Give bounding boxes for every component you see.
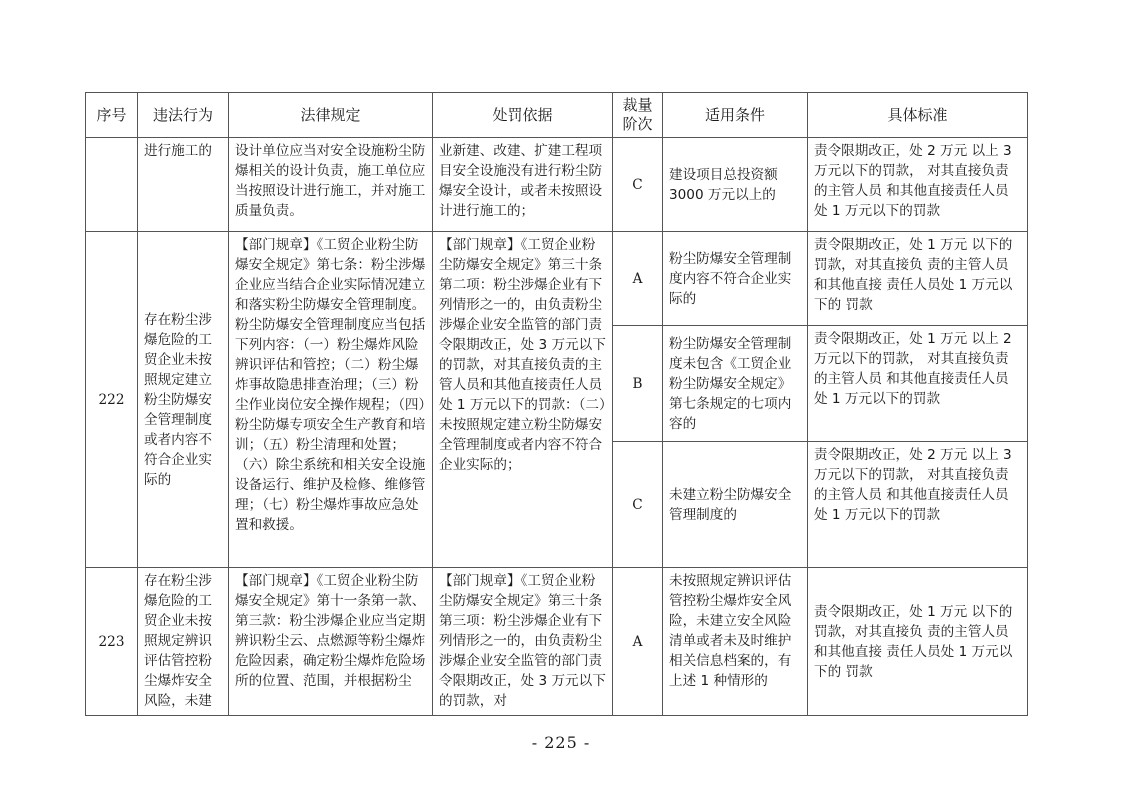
basis-cell: 业新建、改建、扩建工程项目安全设施没有进行粉尘防爆安全设计，或者未按照设计进行施工的； [433,138,613,232]
condition-cell: 未建立粉尘防爆安全管理制度的 [663,442,808,568]
header-row [86,93,1028,138]
law-cell: 设计单位应当对安全设施粉尘防爆相关的设计负责，施工单位应当按照设计进行施工，并对施工质量负责。 [229,138,433,232]
level-cell: C [613,138,663,232]
no-cell: 222 [86,232,138,568]
behavior-cell: 进行施工的 [138,138,229,232]
condition-cell: 未按照规定辨识评估管控粉尘爆炸安全风险，未建立安全风险清单或者未及时维护相关信息档案的，有上述 1 种情形的 [663,568,808,716]
behavior-cell: 存在粉尘涉爆危险的工贸企业未按照规定辨识评估管控粉尘爆炸安全风险，未建 [138,568,229,716]
standard-cell: 责令限期改正，处 2 万元 以上 3 万元以下的罚款， 对其直接负责的主管人员 和其他直接责任人员处 1 万元以下的罚款 [808,138,1028,232]
standard-cell: 责令限期改正，处 1 万元 以上 2 万元以下的罚款， 对其直接负责的主管人员 和其他直接责任人员处 1 万元以下的罚款 [808,326,1028,442]
header-behavior: 违法行为 [138,93,229,138]
table-row [86,232,1028,326]
basis-cell: 【部门规章】《工贸企业粉尘防爆安全规定》第三十条第三项：粉尘涉爆企业有下列情形之一的，由负责粉尘涉爆企业安全监管的部门责令限期改正，处 3 万元以下的罚款，对 [433,568,613,716]
level-cell: C [613,442,663,568]
header-basis: 处罚依据 [433,93,613,138]
condition-cell: 建设项目总投资额 3000 万元以上的 [663,138,808,232]
header-standard: 具体标准 [808,93,1028,138]
behavior-cell: 存在粉尘涉爆危险的工贸企业未按照规定建立粉尘防爆安全管理制度或者内容不符合企业实际的 [138,232,229,568]
standard-cell: 责令限期改正，处 1 万元 以下的罚款，对其直接负 责的主管人员和其他直接 责任人员处 1 万元以下的 罚款 [808,232,1028,326]
header-no: 序号 [86,93,138,138]
law-cell: 【部门规章】《工贸企业粉尘防爆安全规定》第十一条第一款、第三款：粉尘涉爆企业应当定期辨识粉尘云、点燃源等粉尘爆炸危险因素，确定粉尘爆炸危险场所的位置、范围，并根据粉尘 [229,568,433,716]
level-cell: A [613,568,663,716]
basis-cell: 【部门规章】《工贸企业粉尘防爆安全规定》第三十条第二项：粉尘涉爆企业有下列情形之一的，由负责粉尘涉爆企业安全监管的部门责令限期改正，处 3 万元以下的罚款，对其直接负责的主管人员和其他直接责任人员处 1 万元以下的罚款：（二）未按照规定建立粉尘防爆安全管理制度或者内容不符合企业实际的； [433,232,613,568]
table-row [86,568,1028,716]
header-law: 法律规定 [229,93,433,138]
standard-cell: 责令限期改正，处 2 万元 以上 3 万元以下的罚款， 对其直接负责的主管人员 和其他直接责任人员处 1 万元以下的罚款 [808,442,1028,568]
table-row [86,138,1028,232]
standard-cell: 责令限期改正，处 1 万元 以下的罚款，对其直接负 责的主管人员和其他直接 责任人员处 1 万元以下的 罚款 [808,568,1028,716]
page-number: - 225 - [531,733,591,752]
header-level: 裁量阶次 [613,93,663,138]
law-cell: 【部门规章】《工贸企业粉尘防爆安全规定》第七条：粉尘涉爆企业应当结合企业实际情况建立和落实粉尘防爆安全管理制度。粉尘防爆安全管理制度应当包括下列内容：（一）粉尘爆炸风险辨识评估和管控；（二）粉尘爆炸事故隐患排查治理；（三）粉尘作业岗位安全操作规程；（四）粉尘防爆专项安全生产教育和培训；（五）粉尘清理和处置；（六）除尘系统和相关安全设施设备运行、维护及检修、维修管理；（七）粉尘爆炸事故应急处置和救援。 [229,232,433,568]
header-condition: 适用条件 [663,93,808,138]
level-cell: A [613,232,663,326]
condition-cell: 粉尘防爆安全管理制度未包含《工贸企业粉尘防爆安全规定》第七条规定的七项内容的 [663,326,808,442]
regulation-table [85,92,1028,716]
no-cell [86,138,138,232]
no-cell: 223 [86,568,138,716]
level-cell: B [613,326,663,442]
condition-cell: 粉尘防爆安全管理制度内容不符合企业实际的 [663,232,808,326]
